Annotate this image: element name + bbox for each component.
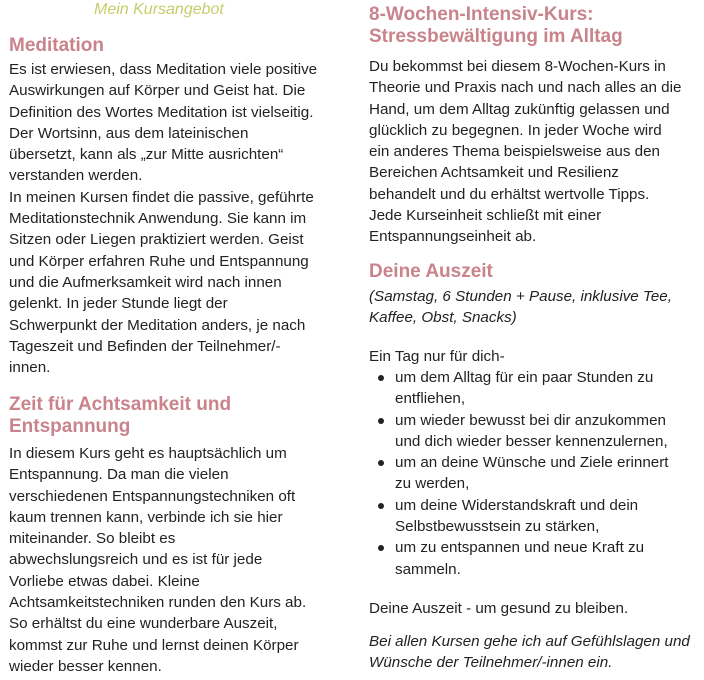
- list-item: [369, 452, 669, 495]
- bullet-dot: [378, 503, 384, 509]
- intensiv-text: Du bekommst bei diesem 8-Wochen-Kurs in Theorie und Praxis nach und nach alles an die Hand, um dem Alltag zukünftig gelassen und glücklich zu begegnen. In jeder Woche wird ein anderes Thema beispielsweise aus den Bereichen Achtsamkeit und Resilienz behandelt und du erhältst wertvolle Tipps. Jede Kurseinheit schließt mit einer Entspannungseinheit ab.: [369, 58, 682, 246]
- auszeit-details: (Samstag, 6 Stunden + Pause, inklusive Tee, Kaffee, Obst, Snacks): [369, 288, 672, 327]
- auszeit-note: Bei allen Kursen gehe ich auf Gefühlslagen und Wünsche der Teilnehmer/-innen ein.: [369, 633, 690, 672]
- bullet-dot: [378, 375, 384, 381]
- meditation-heading: Meditation: [9, 35, 104, 56]
- auszeit-heading: Deine Auszeit: [369, 261, 493, 282]
- auszeit-bullet-list: [369, 367, 669, 580]
- list-item-text: um zu entspannen und neue Kraft zu sammeln.: [395, 539, 645, 578]
- bullet-dot: [378, 418, 384, 424]
- list-item: [369, 410, 669, 453]
- meditation-text: Es ist erwiesen, dass Meditation viele positive Auswirkungen auf Körper und Geist hat. Die Definition des Wortes Meditation ist vielseitig. Der Wortsinn, aus dem lateinischen übersetzt, kann als „zur Mitte ausrichten“ verstanden werden. In meinen Kursen findet die passive, geführte Meditationstechnik Anwendung. Sie kann im Sitzen oder Liegen praktiziert werden. Geist und Körper erfahren Ruhe und Entspannung und die Aufmerksamkeit wird nach innen gelenkt. In jeder Stunde liegt der Schwerpunkt der Meditation anders, je nach Tageszeit und Befinden der Teilnehmer/- innen.: [9, 61, 318, 377]
- list-item: [369, 367, 669, 410]
- achtsamkeit-text: In diesem Kurs geht es hauptsächlich um Entspannung. Da man die vielen verschiedenen Entspannungstechniken oft kaum trennen kann, verbinde ich sie hier miteinander. So bleibt es abwechslungsreich und es ist für jede Vorliebe etwas dabei. Kleine Achtsamkeitstechniken runden den Kurs ab. So erhältst du eine wunderbare Auszeit, kommst zur Ruhe und lernst deinen Körper wieder besser kennen.: [9, 445, 307, 675]
- list-item-text: um deine Widerstandskraft und dein Selbstbewusstsein zu stärken,: [395, 496, 639, 536]
- auszeit-closing: Deine Auszeit - um gesund zu bleiben.: [369, 600, 629, 617]
- list-item-text: um wieder bewusst bei dir anzukommen und dich wieder besser kennenzulernen,: [395, 411, 668, 450]
- list-item-text: um an deine Wünsche und Ziele erinnert zu werden,: [395, 454, 669, 493]
- list-item: [369, 495, 669, 538]
- list-item: [369, 537, 669, 580]
- bullet-dot: [378, 545, 384, 551]
- achtsamkeit-heading: Zeit für Achtsamkeit und Entspannung: [9, 394, 232, 437]
- list-item-text: um dem Alltag für ein paar Stunden zu entfliehen,: [395, 369, 654, 408]
- section-label: Mein Kursangebot: [94, 1, 224, 18]
- intensiv-heading: 8-Wochen-Intensiv-Kurs: Stressbewältigung im Alltag: [369, 4, 623, 47]
- bullet-dot: [378, 460, 384, 466]
- auszeit-intro: Ein Tag nur für dich-: [369, 348, 505, 365]
